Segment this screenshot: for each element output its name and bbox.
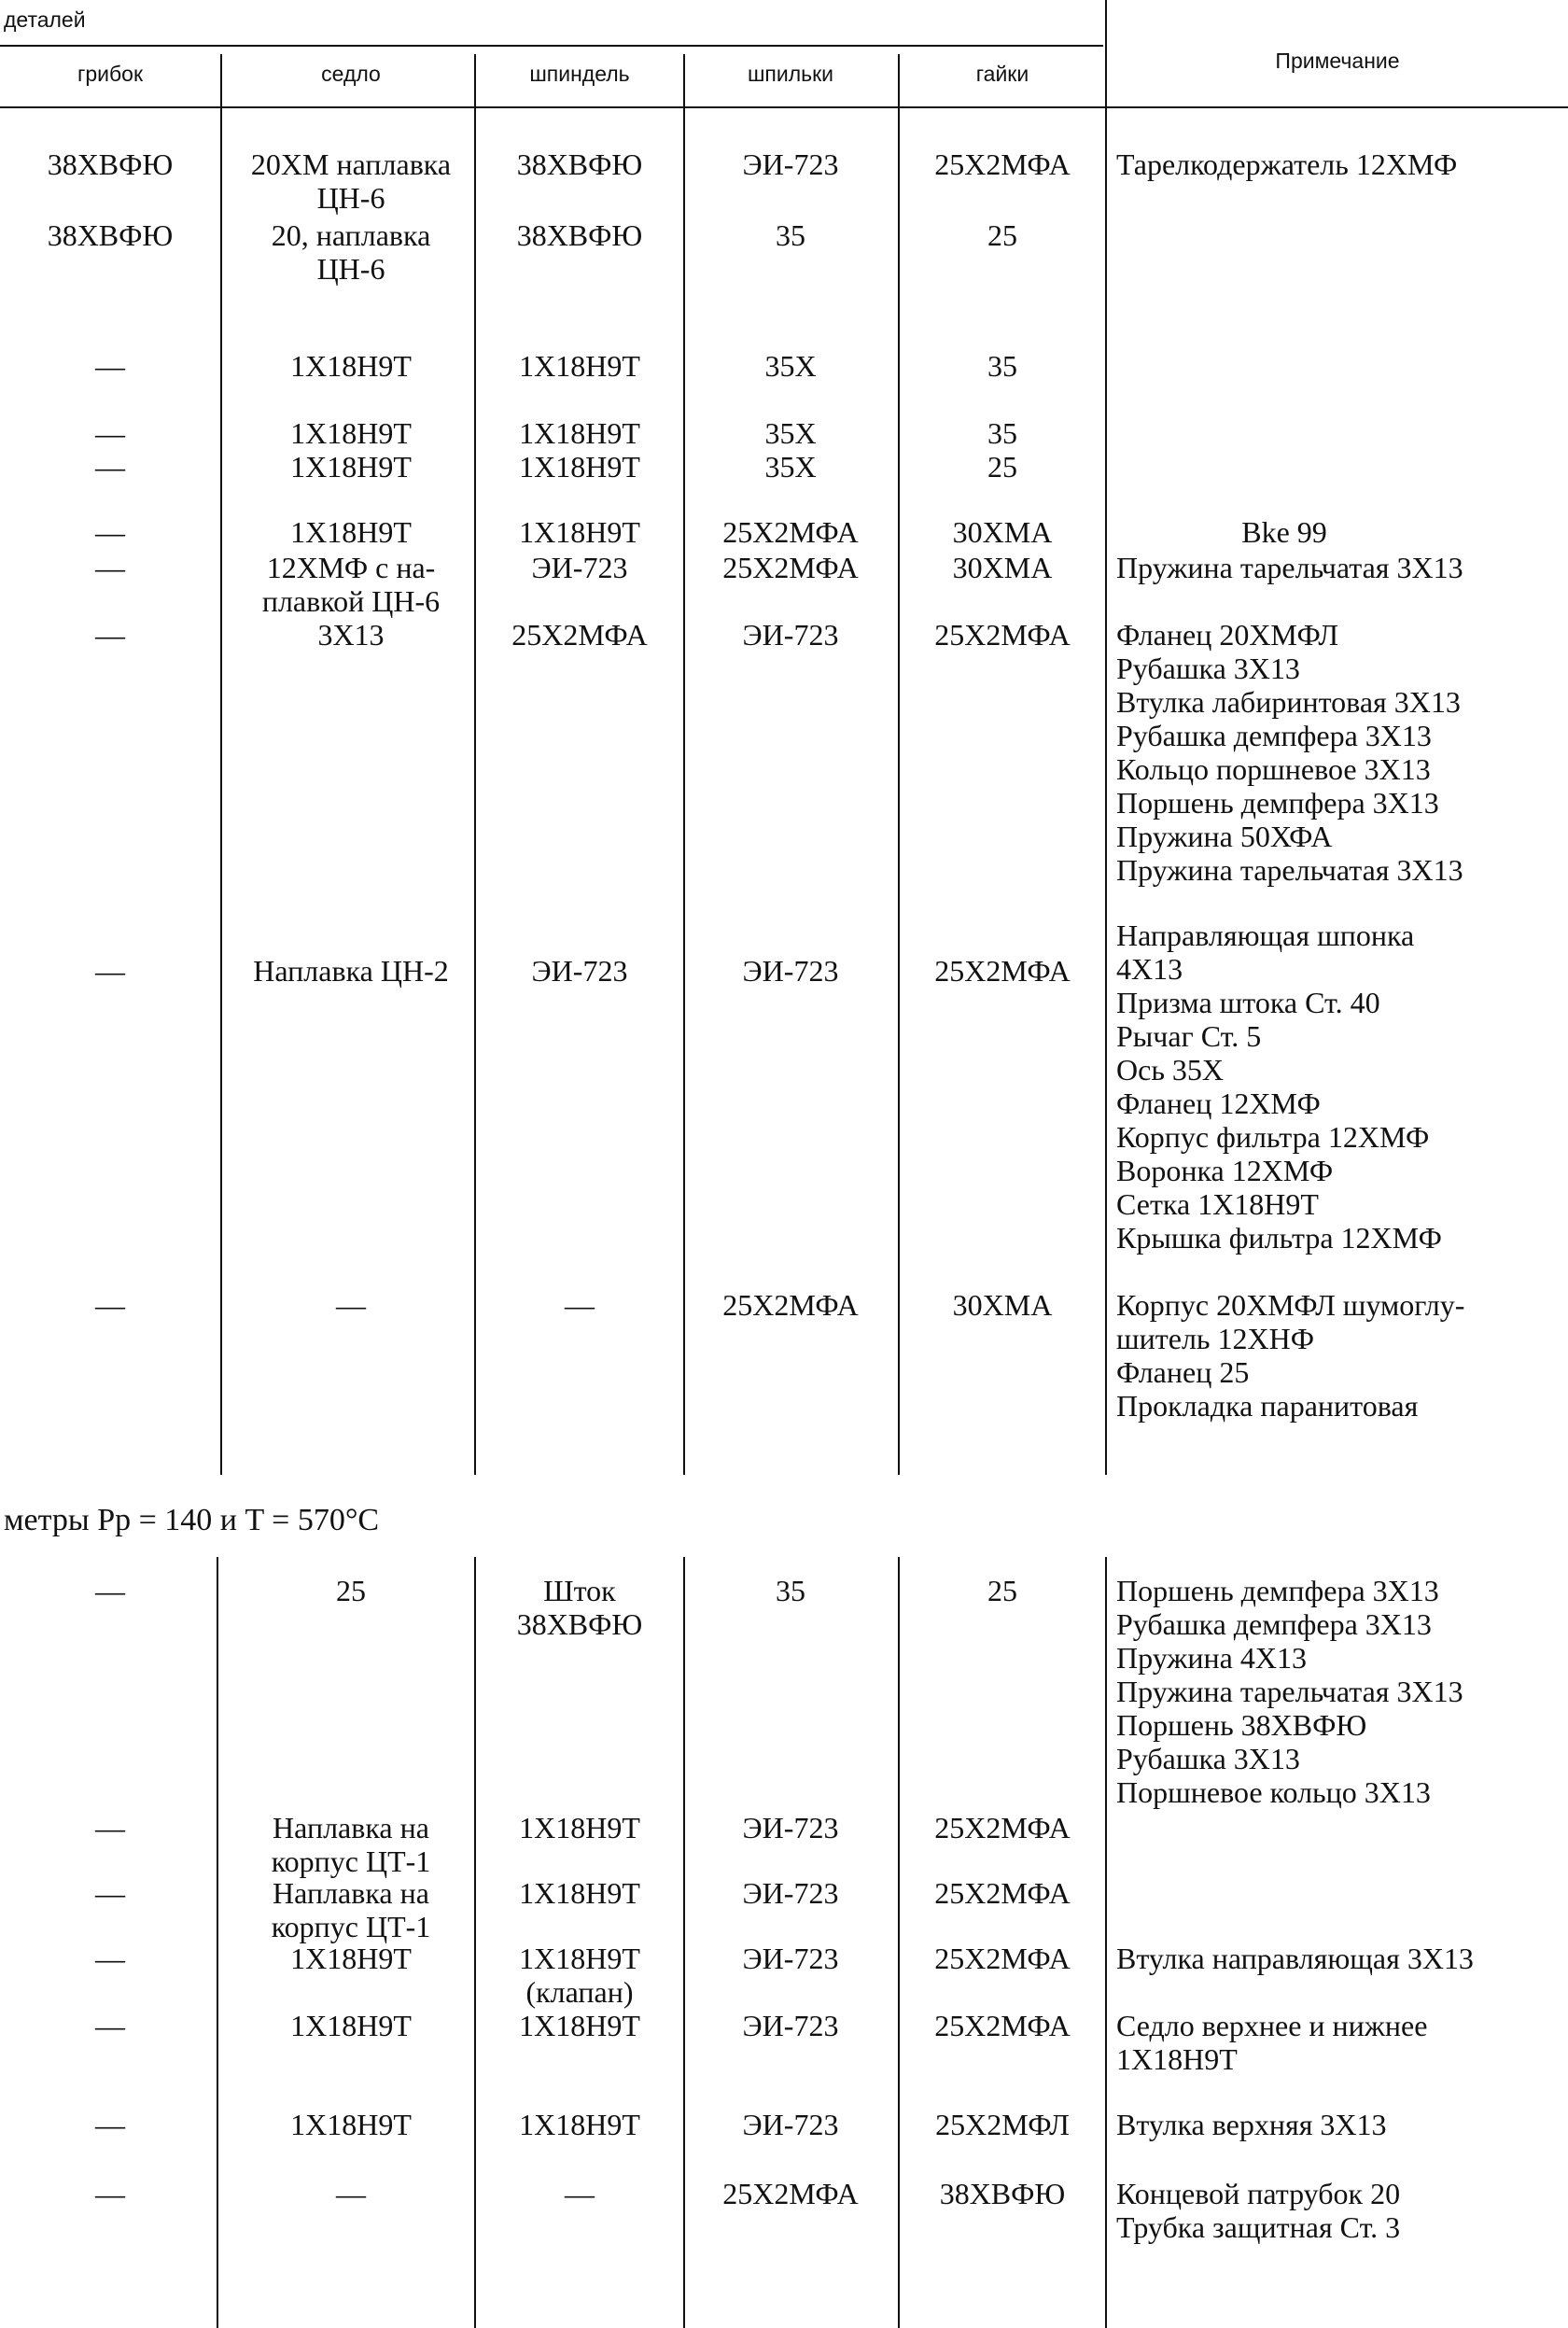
cell-note: Вkе 99 — [1241, 515, 1327, 549]
cell-note: Корпус 20ХМФЛ шумоглу- шитель 12ХНФ Фланец 25 Прокладка паранитовая — [1116, 1288, 1465, 1423]
cell-sedlo: 1Х18Н9Т — [290, 416, 412, 450]
cell-shpindel: 1Х18Н9Т — [519, 450, 640, 484]
cell-gribok: — — [95, 1942, 125, 1975]
cell-shpilki: ЭИ-723 — [742, 618, 839, 652]
cell-gaiki: 25 — [987, 218, 1017, 252]
cell-sedlo: — — [336, 1288, 366, 1322]
cell-sedlo: 1Х18Н9Т — [290, 1942, 412, 1975]
cell-shpilki: 35 — [776, 1574, 805, 1607]
cell-gaiki: 25 — [987, 1574, 1017, 1607]
header-col-sedlo: седло — [321, 62, 381, 86]
cell-note: Пружина тарельчатая 3Х13 — [1116, 551, 1463, 584]
cell-sedlo: 3Х13 — [317, 618, 385, 652]
cell-note: Седло верхнее и нижнее 1Х18Н9Т — [1116, 2009, 1428, 2076]
cell-gribok: — — [95, 2009, 125, 2042]
cell-shpilki: ЭИ-723 — [742, 1811, 839, 1844]
cell-sedlo: Наплавка ЦН-2 — [253, 954, 449, 988]
cell-sedlo: 1Х18Н9Т — [290, 2108, 412, 2141]
cell-note: Втулка верхняя 3Х13 — [1116, 2108, 1387, 2141]
cell-gaiki: 38ХВФЮ — [939, 2177, 1066, 2210]
cell-shpilki: ЭИ-723 — [742, 2108, 839, 2141]
cell-sedlo: Наплавка на корпус ЦТ-1 — [271, 1876, 431, 1943]
cell-shpindel: 1Х18Н9Т — [519, 2009, 640, 2042]
cell-shpindel: 38ХВФЮ — [516, 147, 643, 181]
cell-gaiki: 30ХМА — [952, 551, 1053, 584]
cell-gaiki: 25Х2МФА — [934, 954, 1071, 988]
header-note-label: Примечание — [1275, 49, 1400, 73]
cell-shpilki: 25Х2МФА — [722, 515, 859, 549]
cell-note: Поршень демпфера 3Х13 Рубашка демпфера 3Х13 Пружина 4Х13 Пружина тарельчатая 3Х13 Поршень 38ХВФЮ Рубашка 3Х13 Поршневое кольцо 3Х13 — [1116, 1574, 1463, 1809]
cell-note: Концевой патрубок 20 Трубка защитная Ст. 3 — [1116, 2177, 1401, 2244]
cell-shpindel: 25Х2МФА — [511, 618, 648, 652]
header-col-gribok: грибок — [77, 62, 144, 86]
cell-shpilki: ЭИ-723 — [742, 1876, 839, 1910]
cell-gaiki: 25Х2МФА — [934, 618, 1071, 652]
cell-gaiki: 30ХМА — [952, 1288, 1053, 1322]
cell-gaiki: 25Х2МФЛ — [935, 2108, 1070, 2141]
cell-gribok: — — [95, 954, 125, 988]
cell-shpindel: ЭИ-723 — [531, 954, 628, 988]
cell-gaiki: 25Х2МФА — [934, 1876, 1071, 1910]
cell-sedlo: 25 — [336, 1574, 366, 1607]
cell-shpilki: 35 — [776, 218, 805, 252]
header-col-gaiki: гайки — [975, 62, 1029, 86]
cell-gribok: — — [95, 551, 125, 584]
cell-shpilki: ЭИ-723 — [742, 1942, 839, 1975]
cell-gaiki: 30ХМА — [952, 515, 1053, 549]
cell-gribok: 38ХВФЮ — [47, 218, 174, 252]
cell-sedlo: — — [336, 2177, 366, 2210]
header-col-shpilki: шпильки — [747, 62, 834, 86]
header-rule-bottom — [0, 106, 1568, 108]
section-title: метры Pp = 140 и T = 570°C — [4, 1503, 380, 1537]
cell-note: Фланец 20ХМФЛ Рубашка 3Х13 Втулка лабиринтовая 3Х13 Рубашка демпфера 3Х13 Кольцо поршневое 3Х13 Поршень демпфера 3Х13 Пружина 50ХФА Пружина тарельчатая 3Х13 — [1116, 618, 1463, 887]
cell-gaiki: 25Х2МФА — [934, 2009, 1071, 2042]
table2-vrule — [217, 1557, 218, 2328]
cell-shpindel: Шток 38ХВФЮ — [516, 1574, 643, 1641]
cell-note: Тарелкодержатель 12ХМФ — [1116, 147, 1458, 181]
cell-gribok: 38ХВФЮ — [47, 147, 174, 181]
cell-shpilki: 35Х — [764, 349, 817, 383]
cell-sedlo: 12ХМФ с на- плавкой ЦН-6 — [261, 551, 441, 618]
cell-sedlo: 1Х18Н9Т — [290, 2009, 412, 2042]
cell-sedlo: 20ХМ наплавка ЦН-6 — [250, 147, 452, 215]
cell-sedlo: 1Х18Н9Т — [290, 450, 412, 484]
header-col-shpindel: шпиндель — [529, 62, 630, 86]
table1-vrule — [683, 54, 685, 1475]
table2-vrule — [1105, 1557, 1107, 2328]
cell-shpindel: 1Х18Н9Т — [519, 349, 640, 383]
cell-shpindel: — — [565, 2177, 595, 2210]
cell-gribok: — — [95, 515, 125, 549]
cell-gaiki: 25Х2МФА — [934, 147, 1071, 181]
table1-vrule — [220, 54, 222, 1475]
cell-shpindel: 38ХВФЮ — [516, 218, 643, 252]
cell-shpilki: ЭИ-723 — [742, 147, 839, 181]
cell-sedlo: 1Х18Н9Т — [290, 349, 412, 383]
cell-shpindel: 1Х18Н9Т — [519, 1876, 640, 1910]
cell-gaiki: 25 — [987, 450, 1017, 484]
cell-gribok: — — [95, 1811, 125, 1844]
cell-shpilki: 25Х2МФА — [722, 1288, 859, 1322]
cell-sedlo: 20, наплавка ЦН-6 — [271, 218, 431, 286]
cell-shpindel: ЭИ-723 — [531, 551, 628, 584]
cell-note: Направляющая шпонка 4Х13 Призма штока Ст. 40 Рычаг Ст. 5 Ось 35Х Фланец 12ХМФ Корпус фильтра 12ХМФ Воронка 12ХМФ Сетка 1Х18Н9Т Крышка фильтра 12ХМФ — [1116, 919, 1442, 1255]
cell-shpilki: ЭИ-723 — [742, 954, 839, 988]
cell-gaiki: 25Х2МФА — [934, 1811, 1071, 1844]
table1-vrule — [1105, 0, 1107, 1475]
cell-shpindel: 1Х18Н9Т — [519, 416, 640, 450]
cell-shpilki: 25Х2МФА — [722, 2177, 859, 2210]
cell-gribok: — — [95, 1876, 125, 1910]
cell-shpilki: 35Х — [764, 416, 817, 450]
cell-shpindel: — — [565, 1288, 595, 1322]
cell-gribok: — — [95, 349, 125, 383]
cell-gribok: — — [95, 1288, 125, 1322]
header-rule-top — [0, 45, 1103, 47]
cell-shpindel: 1Х18Н9Т — [519, 1811, 640, 1844]
cell-gribok: — — [95, 416, 125, 450]
cell-gribok: — — [95, 1574, 125, 1607]
cell-gribok: — — [95, 2108, 125, 2141]
cell-note: Втулка направляющая 3Х13 — [1116, 1942, 1474, 1975]
cell-gribok: — — [95, 450, 125, 484]
cell-gaiki: 25Х2МФА — [934, 1942, 1071, 1975]
cell-shpilki: 35Х — [764, 450, 817, 484]
header-group-label: деталей — [4, 7, 86, 32]
cell-shpindel: 1Х18Н9Т (клапан) — [519, 1942, 640, 2009]
cell-sedlo: Наплавка на корпус ЦТ-1 — [271, 1811, 431, 1878]
cell-sedlo: 1Х18Н9Т — [290, 515, 412, 549]
cell-shpilki: ЭИ-723 — [742, 2009, 839, 2042]
cell-gaiki: 35 — [987, 349, 1017, 383]
cell-shpindel: 1Х18Н9Т — [519, 515, 640, 549]
cell-shpindel: 1Х18Н9Т — [519, 2108, 640, 2141]
cell-shpilki: 25Х2МФА — [722, 551, 859, 584]
table1-vrule — [898, 54, 900, 1475]
cell-gribok: — — [95, 2177, 125, 2210]
cell-gaiki: 35 — [987, 416, 1017, 450]
cell-gribok: — — [95, 618, 125, 652]
